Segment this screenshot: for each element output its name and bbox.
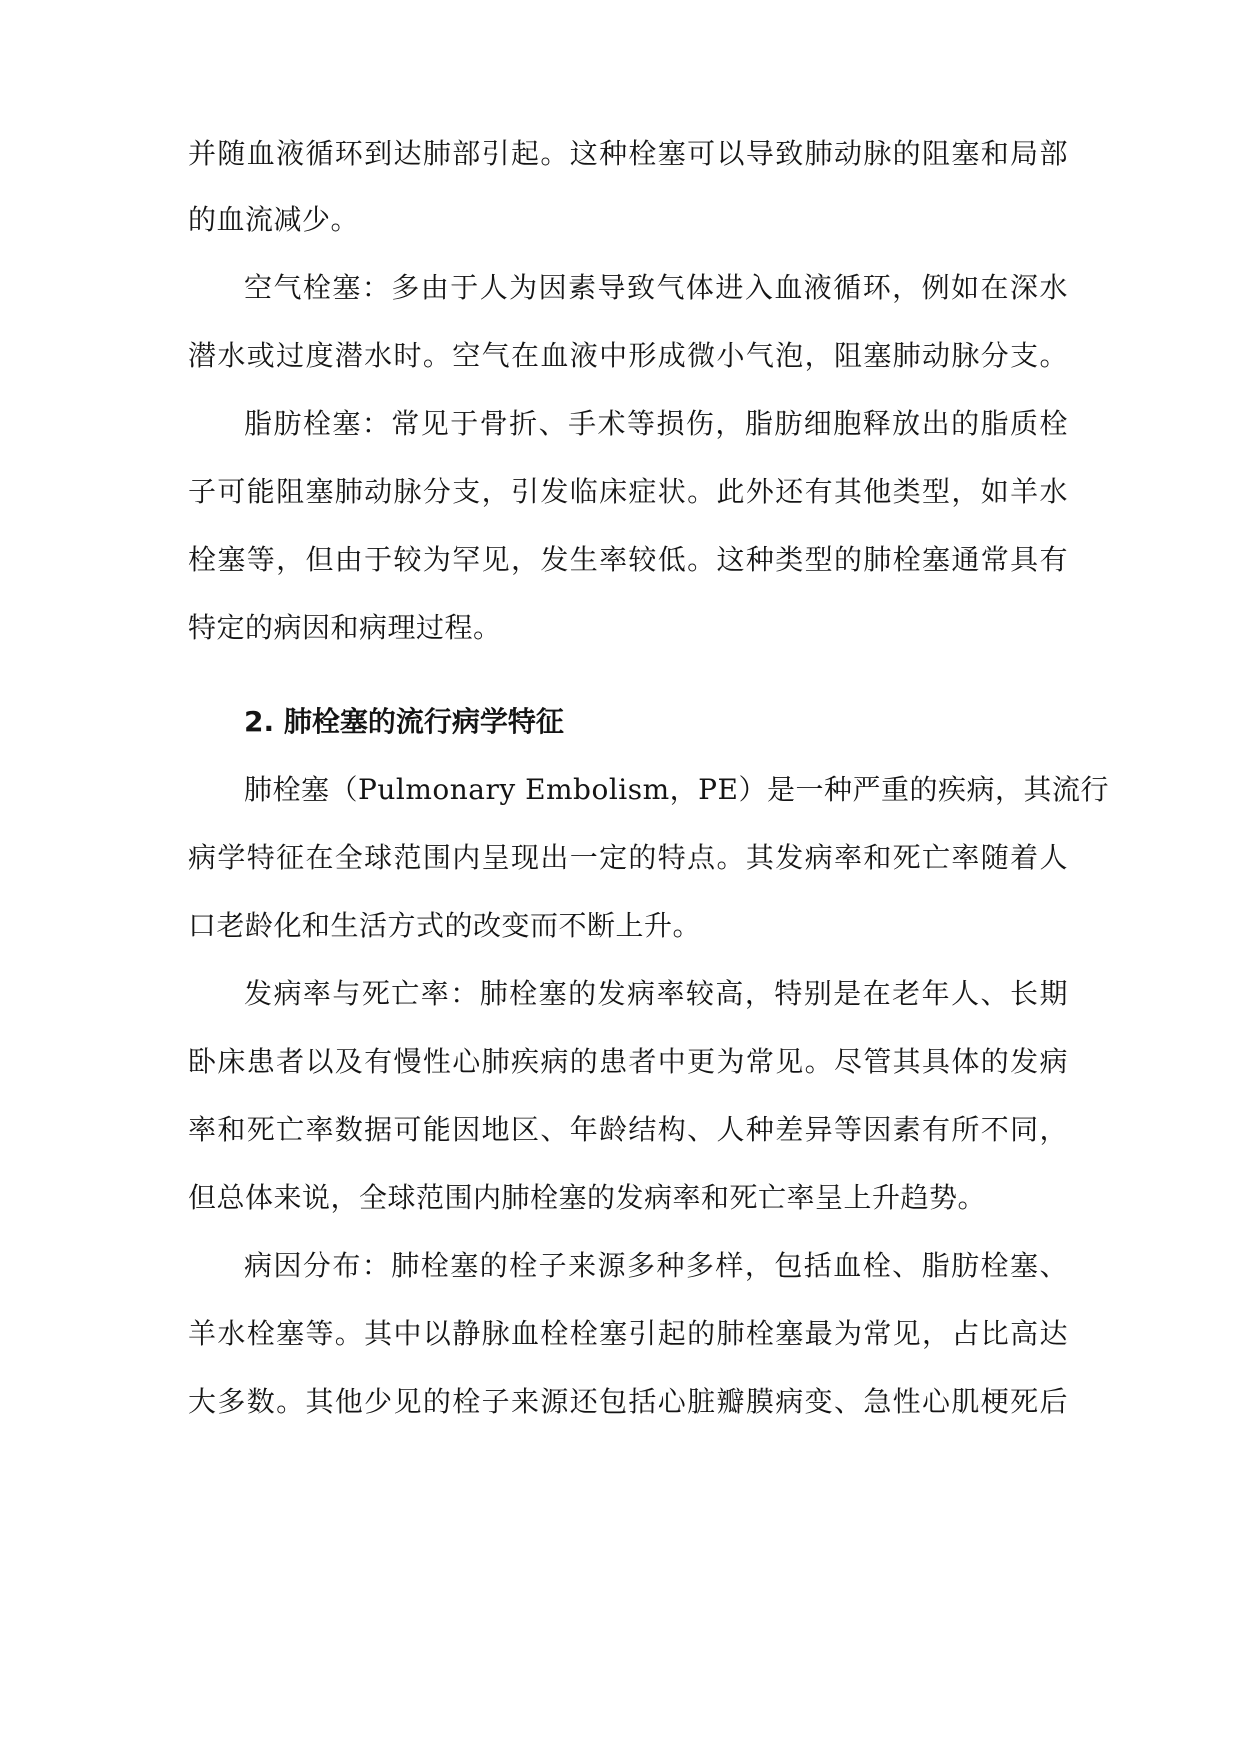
paragraph-line: 发病率与死亡率：肺栓塞的发病率较高，特别是在老年人、长期 [244,977,1068,1010]
paragraph-line: 潜水或过度潜水时。空气在血液中形成微小气泡，阻塞肺动脉分支。 [188,339,1068,372]
section-heading: 2. 肺栓塞的流行病学特征 [244,705,564,738]
paragraph-line: 口老龄化和生活方式的改变而不断上升。 [188,909,702,942]
paragraph-line: 病因分布：肺栓塞的栓子来源多种多样，包括血栓、脂肪栓塞、 [244,1249,1068,1282]
paragraph-line: 羊水栓塞等。其中以静脉血栓栓塞引起的肺栓塞最为常见，占比高达 [188,1317,1068,1350]
paragraph-line: 特定的病因和病理过程。 [188,611,502,644]
paragraph-line: 卧床患者以及有慢性心肺疾病的患者中更为常见。尽管其具体的发病 [188,1045,1068,1078]
paragraph-line: 并随血液循环到达肺部引起。这种栓塞可以导致肺动脉的阻塞和局部 [188,137,1068,170]
paragraph-line: 子可能阻塞肺动脉分支，引发临床症状。此外还有其他类型，如羊水 [188,475,1068,508]
paragraph-line: 空气栓塞：多由于人为因素导致气体进入血液循环，例如在深水 [244,271,1068,304]
paragraph-line: 病学特征在全球范围内呈现出一定的特点。其发病率和死亡率随着人 [188,841,1068,874]
paragraph-line: 栓塞等，但由于较为罕见，发生率较低。这种类型的肺栓塞通常具有 [188,543,1068,576]
paragraph-line: 的血流减少。 [188,203,360,236]
paragraph-line: 肺栓塞（Pulmonary Embolism，PE）是一种严重的疾病，其流行 [244,773,1109,806]
paragraph-line: 但总体来说，全球范围内肺栓塞的发病率和死亡率呈上升趋势。 [188,1181,987,1214]
paragraph-line: 脂肪栓塞：常见于骨折、手术等损伤，脂肪细胞释放出的脂质栓 [244,407,1068,440]
paragraph-line: 大多数。其他少见的栓子来源还包括心脏瓣膜病变、急性心肌梗死后 [188,1385,1068,1418]
paragraph-line: 率和死亡率数据可能因地区、年龄结构、人种差异等因素有所不同， [188,1113,1068,1146]
